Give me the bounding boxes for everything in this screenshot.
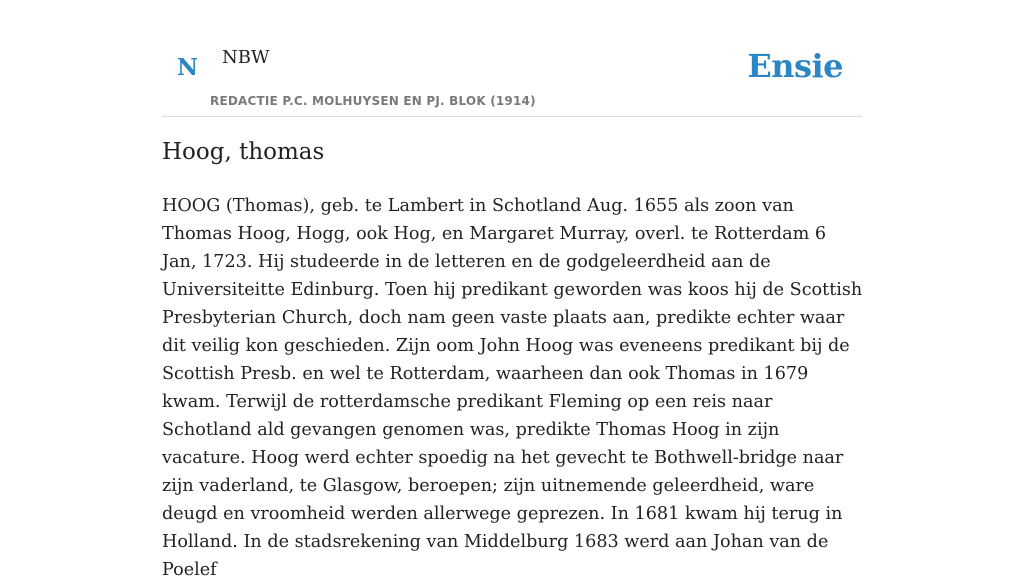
- article-title: Hoog, thomas: [162, 139, 325, 165]
- source-logo-icon[interactable]: N: [177, 54, 199, 81]
- header: [162, 0, 862, 117]
- source-name[interactable]: NBW: [222, 47, 270, 68]
- source-subtitle: REDACTIE P.C. MOLHUYSEN EN PJ. BLOK (1914): [210, 94, 536, 108]
- brand-logo[interactable]: Ensie: [747, 47, 843, 85]
- article-body: HOOG (Thomas), geb. te Lambert in Schotland Aug. 1655 als zoon van Thomas Hoog, Hogg, ook Hog, en Margaret Murray, overl. te Rotterdam 6 Jan, 1723. Hij studeerde in de letteren en de godgeleerdheid aan de Universiteitte Edinburg. Toen hij predikant geworden was koos hij de Scottish Presbyterian Church, doch nam geen vaste plaats aan, predikte echter waar dit veilig kon geschieden. Zijn oom John Hoog was eveneens predikant bij de Scottish Presb. en wel te Rotterdam, waarheen dan ook Thomas in 1679 kwam. Terwijl de rotterdamsche predikant Fleming op een reis naar Schotland ald gevangen genomen was, predikte Thomas Hoog in zijn vacature. Hoog werd echter spoedig na het gevecht te Bothwell-bridge naar zijn vaderland, te Glasgow, beroepen; zijn uitnemende geleerdheid, ware deugd en vroomheid werden allerwege geprezen. In 1681 kwam hij terug in Holland. In de stadsrekening van Middelburg 1683 werd aan Johan van de Poelef: [162, 196, 863, 580]
